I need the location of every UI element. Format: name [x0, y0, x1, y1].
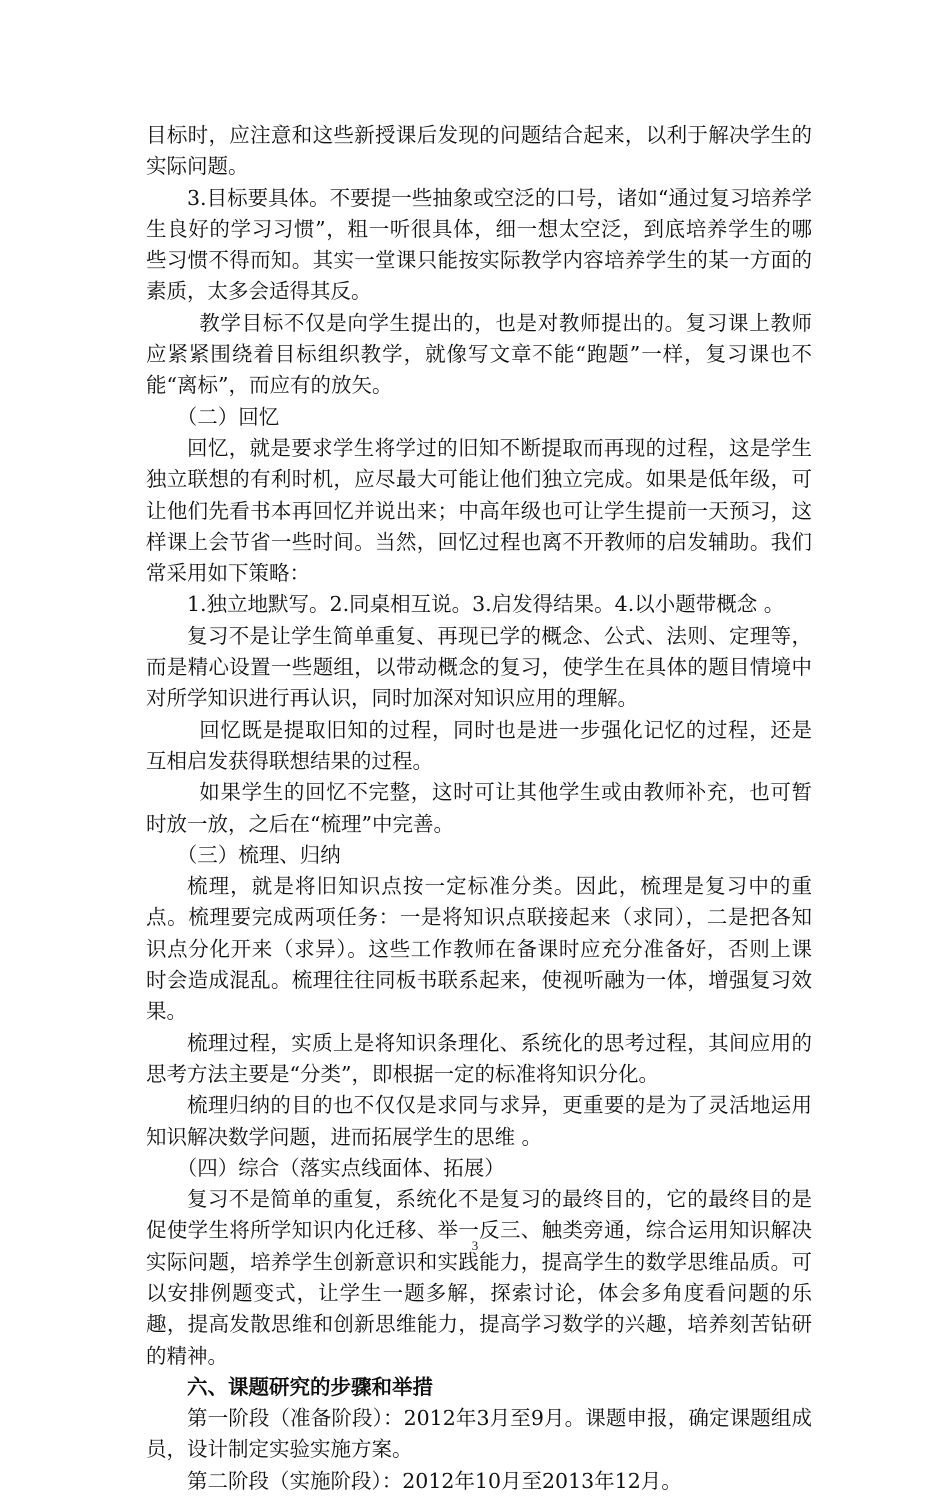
page-number: 3	[471, 1238, 479, 1253]
paragraph: 3.目标要具体。不要提一些抽象或空泛的口号，诸如“通过复习培养学生良好的学习习惯”，粗一听很具体，细一想太空泛，到底培养学生的哪些习惯不得而知。其实一堂课只能按实际教学内容培养学生的某一方面的素质，太多会适得其反。	[146, 185, 812, 304]
document-body	[146, 120, 812, 1497]
paragraph: 如果学生的回忆不完整，这时可让其他学生或由教师补充，也可暂时放一放，之后在“梳理”中完善。	[146, 780, 812, 836]
paragraph: 第一阶段（准备阶段）：2012年3月至9月。课题申报，确定课题组成员，设计制定实验实施方案。	[146, 1406, 812, 1462]
paragraph: 梳理过程，实质上是将知识条理化、系统化的思考过程，其间应用的思考方法主要是“分类”，即根据一定的标准将知识分化。	[146, 1030, 812, 1086]
paragraph: 复习不是让学生简单重复、再现已学的概念、公式、法则、定理等，而是精心设置一些题组，以带动概念的复习，使学生在具体的题目情境中对所学知识进行再认识，同时加深对知识应用的理解。	[146, 623, 812, 711]
paragraph: 目标时，应注意和这些新授课后发现的问题结合起来，以利于解决学生的实际问题。	[146, 123, 812, 179]
section-heading: （四）综合（落实点线面体、拓展）	[176, 1155, 505, 1180]
section-heading: （三）梳理、归纳	[176, 842, 341, 867]
chapter-heading: 六、课题研究的步骤和举措	[187, 1374, 433, 1399]
paragraph: 回忆，就是要求学生将学过的旧知不断提取而再现的过程，这是学生独立联想的有利时机，应尽最大可能让他们独立完成。如果是低年级，可让他们先看书本再回忆并说出来；中高年级也可让学生提前一天预习，这样课上会节省一些时间。当然，回忆过程也离不开教师的启发辅助。我们常采用如下策略：	[146, 435, 812, 586]
paragraph: 回忆既是提取旧知的过程，同时也是进一步强化记忆的过程，还是互相启发获得联想结果的过程。	[146, 717, 812, 773]
paragraph: 复习不是简单的重复，系统化不是复习的最终目的，它的最终目的是促使学生将所学知识内化迁移、举一反三、触类旁通，综合运用知识解决实际问题，培养学生创新意识和实践能力，提高学生的数学思维品质。可以安排例题变式，让学生一题多解，探索讨论，体会多角度看问题的乐趣，提高发散思维和创新思维能力，提高学习数学的兴趣，培养刻苦钻研的精神。	[146, 1187, 812, 1368]
paragraph: 梳理归纳的目的也不仅仅是求同与求异，更重要的是为了灵活地运用知识解决数学问题，进而拓展学生的思维 。	[146, 1093, 812, 1149]
paragraph: 教学目标不仅是向学生提出的，也是对教师提出的。复习课上教师应紧紧围绕着目标组织教学，就像写文章不能“跑题”一样，复习课也不能“离标”，而应有的放矢。	[146, 310, 812, 398]
section-heading: （二）回忆	[176, 404, 280, 429]
paragraph: 第二阶段（实施阶段）：2012年10月至2013年12月。	[187, 1468, 682, 1493]
paragraph: 1.独立地默写。2.同桌相互说。3.启发得结果。4.以小题带概念 。	[187, 592, 785, 617]
paragraph: 梳理，就是将旧知识点按一定标准分类。因此，梳理是复习中的重点。梳理要完成两项任务：一是将知识点联接起来（求同），二是把各知识点分化开来（求异）。这些工作教师在备课时应充分准备好，否则上课时会造成混乱。梳理往往同板书联系起来，使视听融为一体，增强复习效果。	[146, 874, 812, 1024]
